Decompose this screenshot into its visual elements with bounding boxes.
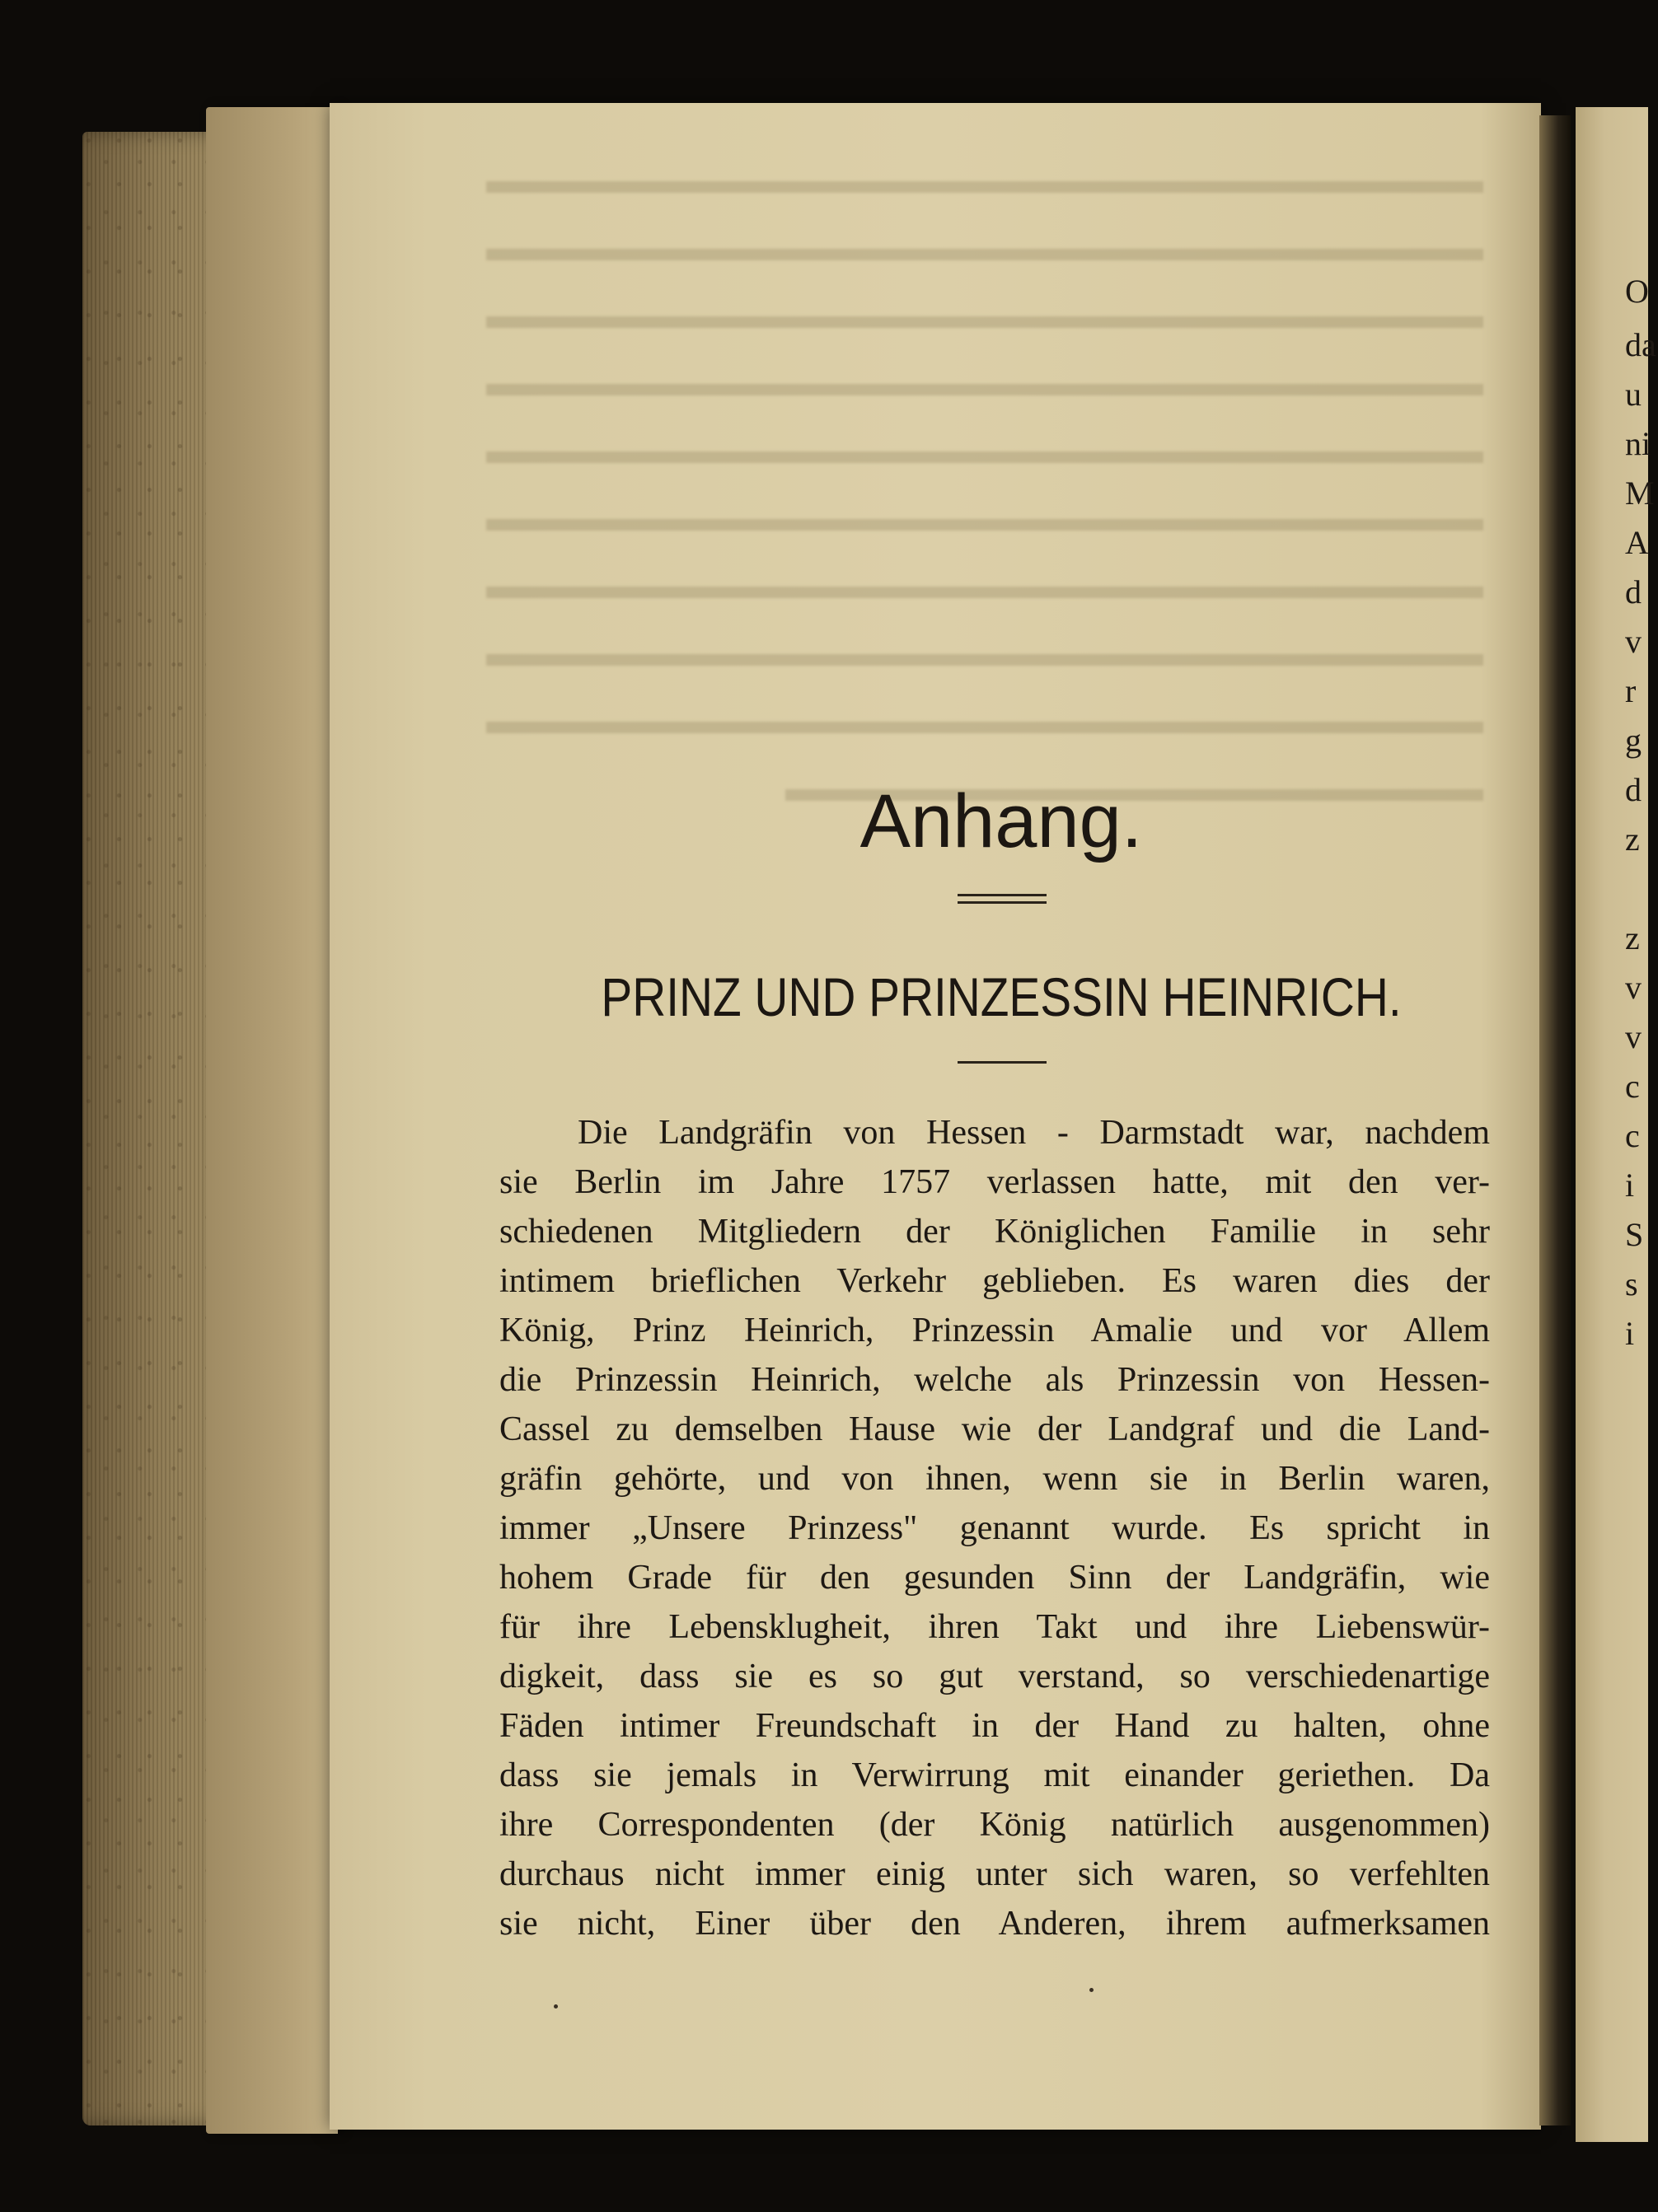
facing-page-fragment: M (1625, 475, 1655, 512)
text-line: sie nicht, Einer über den Anderen, ihrem aufmerksamen (499, 1905, 1490, 1943)
facing-page-fragment: d (1625, 573, 1642, 610)
text-line: hohem Grade für den gesunden Sinn der Landgräfin, wie (499, 1559, 1490, 1597)
facing-page-fragment: z (1625, 919, 1640, 956)
facing-page-fragment: v (1625, 969, 1642, 1006)
text-line: schiedenen Mitgliedern der Königlichen Familie in sehr (499, 1213, 1490, 1251)
facing-page-fragment: z (1625, 821, 1640, 858)
chapter-title: Anhang. (859, 779, 1143, 863)
facing-page-fragment: i (1625, 1315, 1635, 1352)
section-rule (958, 1061, 1047, 1064)
facing-page-fragment: v (1625, 623, 1642, 660)
text-line: dass sie jemals in Verwirrung mit einander geriethen. Da (499, 1756, 1490, 1794)
facing-page-fragment: i (1625, 1167, 1635, 1204)
body-paragraph (499, 1108, 1490, 1948)
facing-page-fragment: d (1625, 771, 1642, 808)
section-title: PRINZ UND PRINZESSIN HEINRICH. (601, 966, 1402, 1027)
text-line: immer „Unsere Prinzess" genannt wurde. Es spricht in (499, 1509, 1490, 1547)
text-line: sie Berlin im Jahre 1757 verlassen hatte, mit den ver- (499, 1163, 1490, 1201)
facing-page-fragment: O (1625, 273, 1649, 310)
facing-page-fragment: ni (1625, 425, 1651, 462)
text-line: für ihre Lebensklugheit, ihren Takt und ihre Liebenswür- (499, 1608, 1490, 1646)
text-line: Die Landgräfin von Hessen - Darmstadt war, nachdem (578, 1114, 1490, 1152)
facing-page-fragment: g (1625, 722, 1642, 759)
facing-page-fragment: da (1625, 326, 1656, 363)
facing-page-fragment: c (1625, 1068, 1640, 1105)
text-line: Fäden intimer Freundschaft in der Hand zu halten, ohne (499, 1707, 1490, 1745)
text-line: durchaus nicht immer einig unter sich waren, so verfehlten (499, 1855, 1490, 1893)
facing-page-fragment: A (1625, 524, 1649, 561)
facing-page-fragment: s (1625, 1265, 1638, 1302)
text-line: ihre Correspondenten (der König natürlich ausgenommen) (499, 1806, 1490, 1844)
facing-page-fragment: c (1625, 1117, 1640, 1154)
text-line: intimem brieflichen Verkehr geblieben. Es waren dies der (499, 1262, 1490, 1300)
book-gutter (1539, 115, 1571, 2125)
paper-speck (554, 2004, 558, 2009)
text-line: König, Prinz Heinrich, Prinzessin Amalie und vor Allem (499, 1312, 1490, 1349)
text-line: die Prinzessin Heinrich, welche als Prinzessin von Hessen- (499, 1361, 1490, 1399)
page-stack-edge (206, 107, 338, 2134)
facing-page-fragment: r (1625, 672, 1637, 709)
facing-page-fragment: S (1625, 1216, 1644, 1253)
double-rule-top (958, 894, 1047, 896)
bleed-through-texture (486, 181, 1483, 857)
text-line: gräfin gehörte, und von ihnen, wenn sie in Berlin waren, (499, 1460, 1490, 1498)
facing-page-fragment: u (1625, 376, 1642, 413)
paper-speck (1089, 1988, 1094, 1992)
double-rule-bottom (958, 901, 1047, 904)
text-line: Cassel zu demselben Hause wie der Landgraf und die Land- (499, 1410, 1490, 1448)
facing-page-fragment: v (1625, 1018, 1642, 1055)
text-line: digkeit, dass sie es so gut verstand, so verschiedenartige (499, 1658, 1490, 1695)
